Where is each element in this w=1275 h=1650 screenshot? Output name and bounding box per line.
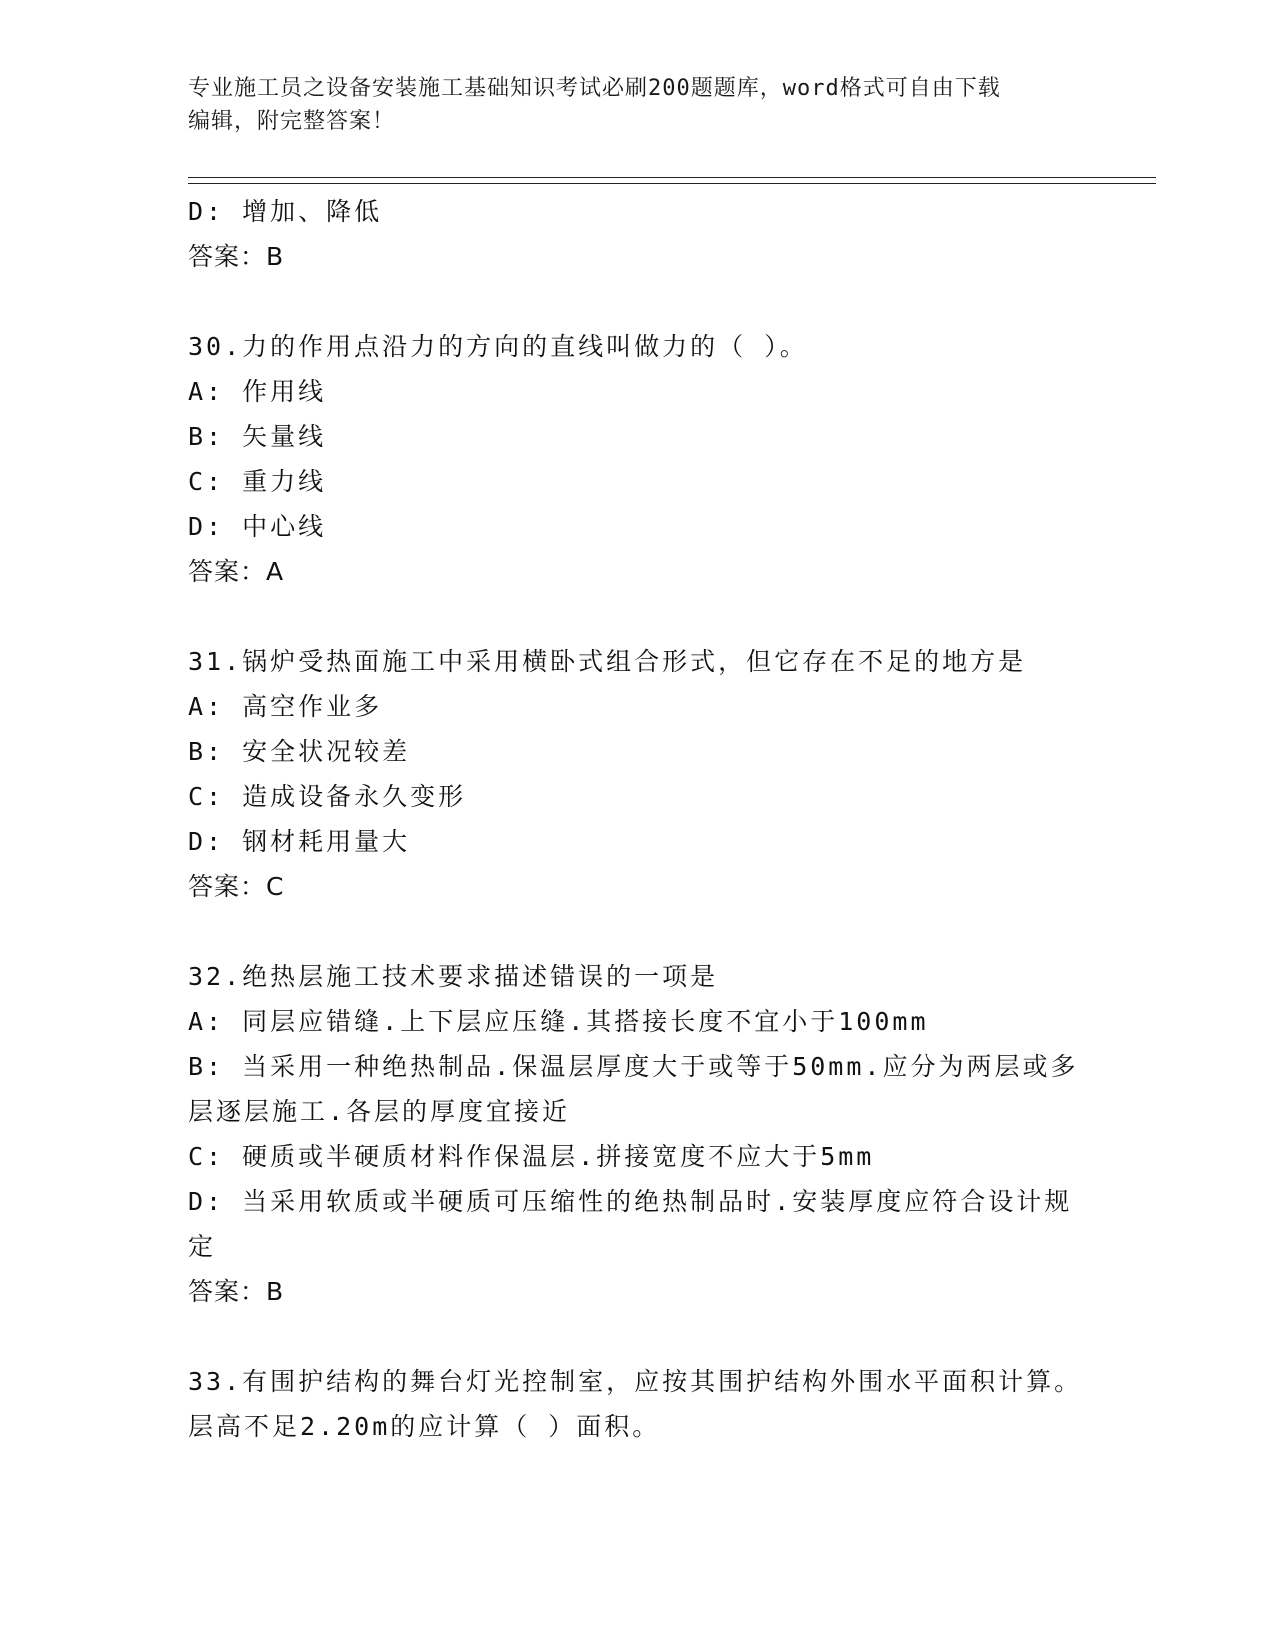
question-32 [188, 954, 1088, 1314]
option-a: A: 作用线 [188, 377, 327, 406]
question-stem: 30.力的作用点沿力的方向的直线叫做力的（ ）。 [188, 332, 808, 361]
option-c: C: 重力线 [188, 467, 327, 496]
answer-line: 答案：A [188, 557, 285, 586]
option-b: B: 矢量线 [188, 422, 327, 451]
header-divider-top [188, 177, 1156, 178]
previous-question-tail [188, 189, 1088, 279]
option-d: D: 中心线 [188, 512, 327, 541]
header-subtitle-line: 编辑，附完整答案！ [188, 109, 396, 134]
question-stem: 33.有围护结构的舞台灯光控制室，应按其围护结构外围水平面积计算。层高不足2.20m的应计算（ ）面积。 [188, 1367, 1083, 1441]
header-divider-bottom [188, 183, 1156, 184]
option-a: A: 同层应错缝.上下层应压缝.其搭接长度不宜小于100mm [188, 1007, 929, 1036]
answer-line: 答案：B [188, 242, 285, 271]
option-c: C: 造成设备永久变形 [188, 782, 467, 811]
question-31 [188, 639, 1088, 909]
question-content [188, 189, 1088, 1449]
question-stem: 31.锅炉受热面施工中采用横卧式组合形式，但它存在不足的地方是 [188, 647, 1027, 676]
option-b: B: 安全状况较差 [188, 737, 411, 766]
answer-line: 答案：B [188, 1277, 285, 1306]
option-c: C: 硬质或半硬质材料作保温层.拼接宽度不应大于5mm [188, 1142, 875, 1171]
document-header [188, 72, 1088, 138]
header-title-line: 专业施工员之设备安装施工基础知识考试必刷200题题库，word格式可自由下载 [188, 76, 1001, 101]
answer-line: 答案：C [188, 872, 285, 901]
option-a: A: 高空作业多 [188, 692, 383, 721]
option-d: D: 增加、降低 [188, 197, 383, 226]
question-30 [188, 324, 1088, 594]
option-d: D: 钢材耗用量大 [188, 827, 411, 856]
question-33 [188, 1359, 1088, 1449]
option-b: B: 当采用一种绝热制品.保温层厚度大于或等于50mm.应分为两层或多层逐层施工.各层的厚度宜接近 [188, 1052, 1079, 1126]
option-d: D: 当采用软质或半硬质可压缩性的绝热制品时.安装厚度应符合设计规定 [188, 1187, 1073, 1261]
question-stem: 32.绝热层施工技术要求描述错误的一项是 [188, 962, 719, 991]
